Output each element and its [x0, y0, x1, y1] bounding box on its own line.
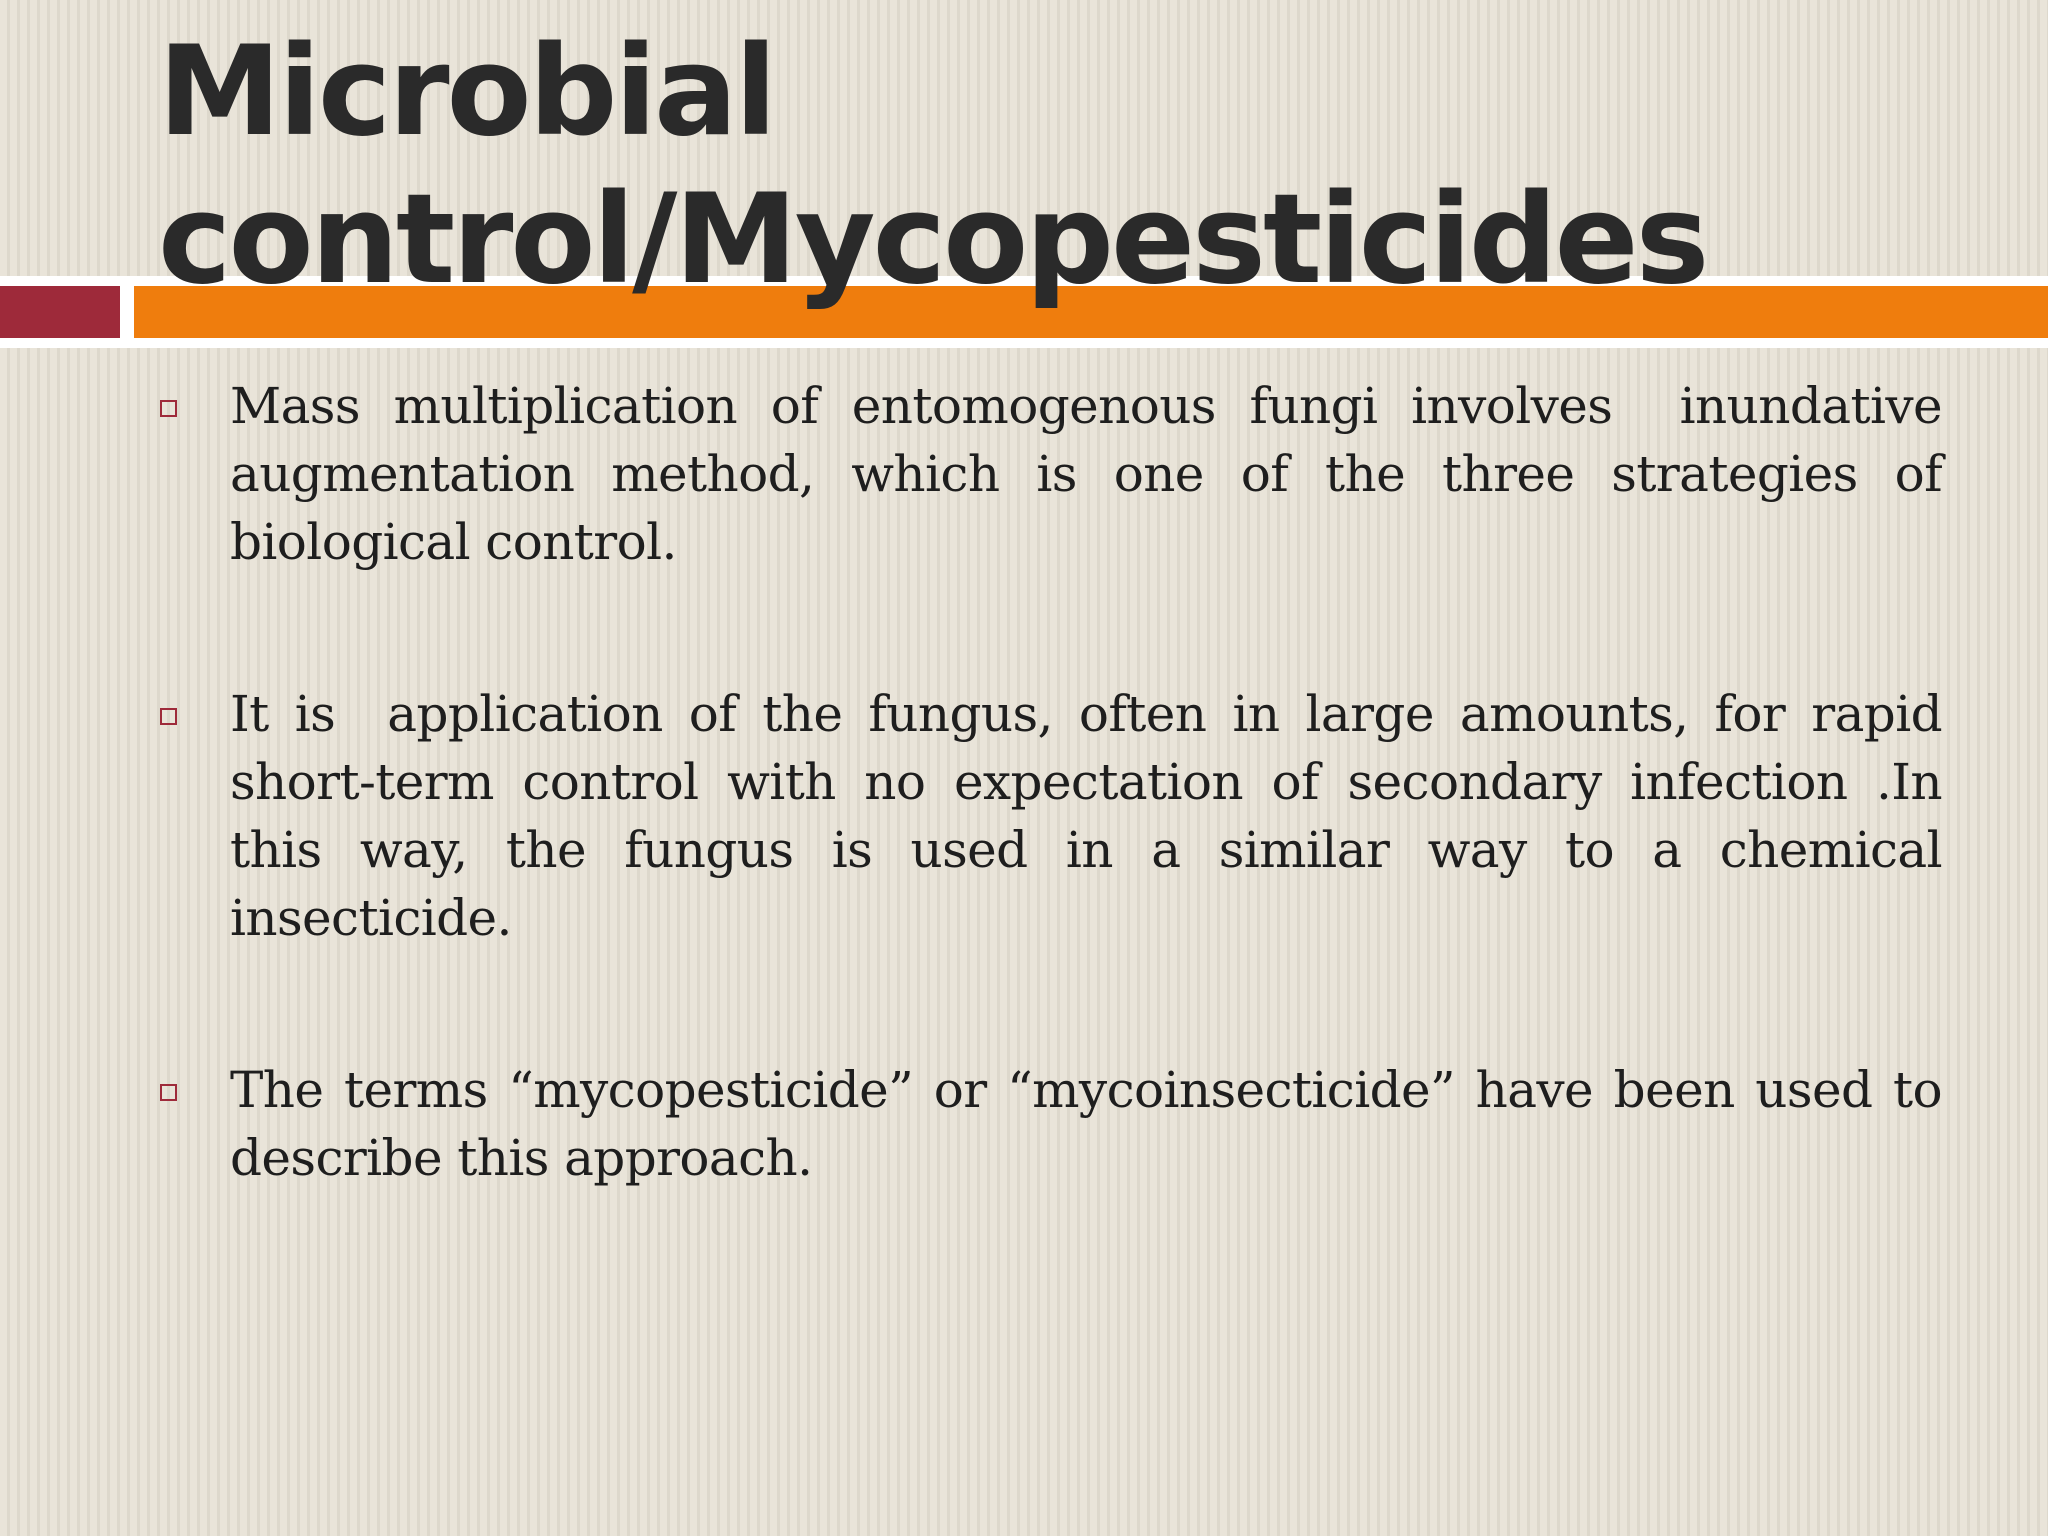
square-bullet-icon [160, 708, 177, 725]
bullet-list [158, 372, 1958, 1296]
bullet-text-1: Mass multiplication of entomogenous fungi involves inundative augmentation method, which is one of the three strategies of biological control. [230, 377, 1958, 571]
bullet-item-1 [158, 372, 1958, 576]
bullet-item-3 [158, 1056, 1958, 1192]
bullet-item-2 [158, 680, 1958, 952]
slide-title-line-1: Microbial [158, 20, 775, 164]
bullet-text-2: It is application of the fungus, often in large amounts, for rapid short-term control with no expectation of secondary infection .In this way, the fungus is used in a similar way to a chemical insecticide. [230, 685, 1958, 947]
slide-title-line-2: control/Mycopesticides [158, 168, 1707, 312]
slide-title [158, 18, 2018, 314]
bullet-text-3: The terms “mycopesticide” or “mycoinsecticide” have been used to describe this approach. [230, 1061, 1958, 1187]
square-bullet-icon [160, 400, 177, 417]
accent-block-left [0, 286, 120, 338]
square-bullet-icon [160, 1084, 177, 1101]
